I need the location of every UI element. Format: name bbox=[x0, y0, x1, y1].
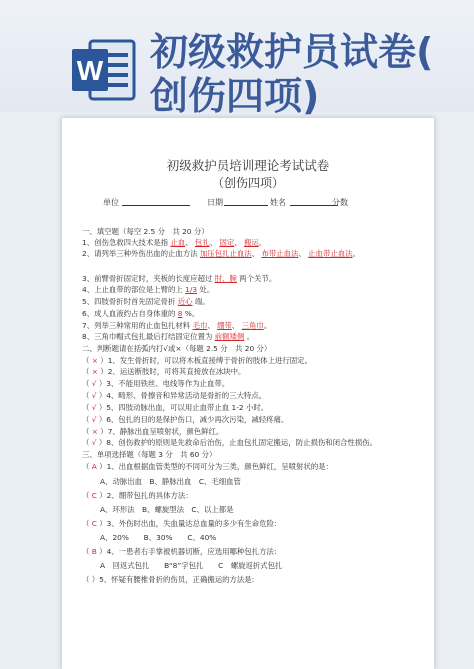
judge-mark: √ bbox=[91, 379, 97, 388]
answer: 止血带止血法 bbox=[308, 249, 353, 258]
section2-heading: 二、判断题请在括弧内打√或×（每题 2.5 分 共 20 分） bbox=[82, 344, 272, 353]
choice-mark: C bbox=[91, 519, 97, 528]
choice-options-1: A、动脉出血 B、静脉出血 C、毛细血管 bbox=[100, 477, 241, 486]
answer: 前额矮侧 bbox=[214, 332, 245, 341]
unit-blank[interactable] bbox=[122, 195, 190, 206]
header-fields bbox=[82, 195, 422, 211]
question-text: 1、创伤急救四大技术是指 bbox=[82, 238, 169, 247]
choice-question-1: （ A ）1、出血根据血管类型的不同可分为三类，颜色鲜红，呈喷射状的是： bbox=[82, 462, 333, 471]
choice-question-4: （ B ）4、一患者右手掌被机器切断，应选用哪种包扎方法： bbox=[82, 547, 282, 556]
answer: 1/3 bbox=[185, 285, 198, 294]
banner-title-line1: 初级救护员试卷( bbox=[150, 30, 434, 74]
question-text: 8、三角巾帽式包扎最后打结固定位置为 bbox=[82, 332, 213, 341]
choice-question-3: （ C ）3、外伤时出血，失血量达总血量的多少有生命危险: bbox=[82, 519, 277, 528]
judge-mark: × bbox=[91, 356, 98, 365]
answer: 绷带 bbox=[217, 321, 232, 330]
judge-question-4: （ √ ）4、畸形、骨擦音和异常活动是骨折的三大特点。 bbox=[82, 391, 267, 400]
fill-question-1: 1、创伤急救四大技术是指 止血、 包扎、 固定、 搬运。 bbox=[82, 238, 267, 247]
name-label: 姓名 bbox=[270, 198, 286, 207]
choice-question-5: （ ）5、怀疑有腰椎骨折的伤员，正确搬运的方法是: bbox=[82, 575, 255, 584]
word-document-icon bbox=[70, 37, 136, 103]
judge-question-2: （ × ）2、运送断肢时，可将其直接放在冰块中。 bbox=[82, 367, 246, 376]
judge-mark: √ bbox=[91, 391, 97, 400]
banner bbox=[0, 0, 474, 118]
judge-question-5: （ √ ）5、四肢动脉出血，可以用止血带止血 1-2 小时。 bbox=[82, 403, 269, 412]
name-blank[interactable] bbox=[290, 195, 338, 206]
answer: 近心 bbox=[177, 297, 193, 306]
section1-heading: 一、填空题（每空 2.5 分 共 20 分） bbox=[82, 227, 209, 236]
fill-question-8: 8、三角巾帽式包扎最后打结固定位置为 前额矮侧 。 bbox=[82, 332, 255, 341]
question-text: 3、前臂骨折固定时，夹板的长度应超过 bbox=[82, 274, 213, 283]
question-text: 5、四肢骨折时首先固定骨折 bbox=[82, 297, 176, 306]
banner-title bbox=[150, 30, 470, 118]
answer: 加压包扎止血法 bbox=[199, 249, 252, 258]
date-label: 日期 bbox=[207, 198, 223, 207]
answer: 布带止血法 bbox=[261, 249, 299, 258]
answer: 毛巾 bbox=[192, 321, 208, 330]
score-label: 分数 bbox=[332, 198, 348, 207]
judge-mark: × bbox=[91, 427, 98, 436]
judge-question-8: （ √ ）8、创伤救护的原则是先救命后治伤，止血包扎固定搬运，防止损伤和闭合性损伤。 bbox=[82, 438, 377, 447]
document-title: 初级救护员培训理论考试试卷 bbox=[166, 158, 330, 173]
banner-title-line2: 创伤四项) bbox=[150, 74, 320, 118]
choice-mark: A bbox=[91, 462, 97, 471]
document-subtitle: （创伤四项） bbox=[211, 176, 284, 190]
question-text: 7、列举三种常用的止血包扎材料 bbox=[82, 321, 191, 330]
date-blank[interactable] bbox=[224, 195, 268, 206]
question-text: 2、请列举三种外伤出血的止血方法 bbox=[82, 249, 198, 258]
judge-question-6: （ √ ）6、包扎的目的是保护伤口，减少再次污染，减轻疼痛。 bbox=[82, 415, 289, 424]
judge-question-3: （ √ ）3、不能用铁丝、电线等作为止血带。 bbox=[82, 379, 230, 388]
fill-question-3: 3、前臂骨折固定时，夹板的长度应超过 肘、腕 两个关节。 bbox=[82, 274, 277, 283]
judge-question-7: （ × ）7、静脉出血呈喷射状，颜色鲜红。 bbox=[82, 427, 224, 436]
question-text: 6、成人血液约占自身体重的 bbox=[82, 309, 176, 318]
answer: 包扎 bbox=[194, 238, 210, 247]
logo-letter: W bbox=[76, 55, 104, 86]
answer: 肘、腕 bbox=[214, 274, 237, 283]
fill-question-4: 4、上止血带的部位是上臂的上 1/3 处。 bbox=[82, 285, 215, 294]
judge-question-1: （ × ）1、发生骨折时，可以将木板直接缚于骨折的肢体上进行固定。 bbox=[82, 356, 312, 365]
choice-options-4: A 回返式包扎 B“8”字包扎 C 螺旋返折式包扎 bbox=[100, 561, 283, 570]
fill-question-5: 5、四肢骨折时首先固定骨折 近心 端。 bbox=[82, 297, 210, 306]
answer: 8 bbox=[177, 309, 183, 318]
answer: 止血 bbox=[170, 238, 186, 247]
section3-heading: 三、单项选择题（每题 3 分 共 60 分） bbox=[82, 450, 217, 459]
document-page bbox=[62, 118, 434, 669]
unit-label: 单位 bbox=[103, 198, 119, 207]
answer: 搬运 bbox=[244, 238, 259, 247]
answer: 固定 bbox=[219, 238, 235, 247]
choice-options-3: A、20% B、30% C、40% bbox=[100, 533, 217, 542]
fill-question-6: 6、成人血液约占自身体重的 8 %。 bbox=[82, 309, 200, 318]
judge-mark: √ bbox=[91, 403, 97, 412]
answer: 三角巾 bbox=[241, 321, 264, 330]
choice-mark: C bbox=[91, 491, 97, 500]
choice-question-2: （ C ）2、绷带包扎的具体方法： bbox=[82, 491, 193, 500]
fill-question-7: 7、列举三种常用的止血包扎材料 毛巾、 绷带、 三角巾。 bbox=[82, 321, 272, 330]
judge-mark: × bbox=[91, 367, 98, 376]
judge-mark: √ bbox=[91, 438, 97, 447]
choice-mark: B bbox=[91, 547, 97, 556]
question-text: 4、上止血带的部位是上臂的上 bbox=[82, 285, 183, 294]
fill-question-2: 2、请列举三种外伤出血的止血方法 加压包扎止血法、 布带止血法、 止血带止血法。 bbox=[82, 249, 360, 258]
choice-options-2: A、环形法 B、螺旋型法 C、以上都是 bbox=[100, 505, 234, 514]
judge-mark: √ bbox=[91, 415, 97, 424]
